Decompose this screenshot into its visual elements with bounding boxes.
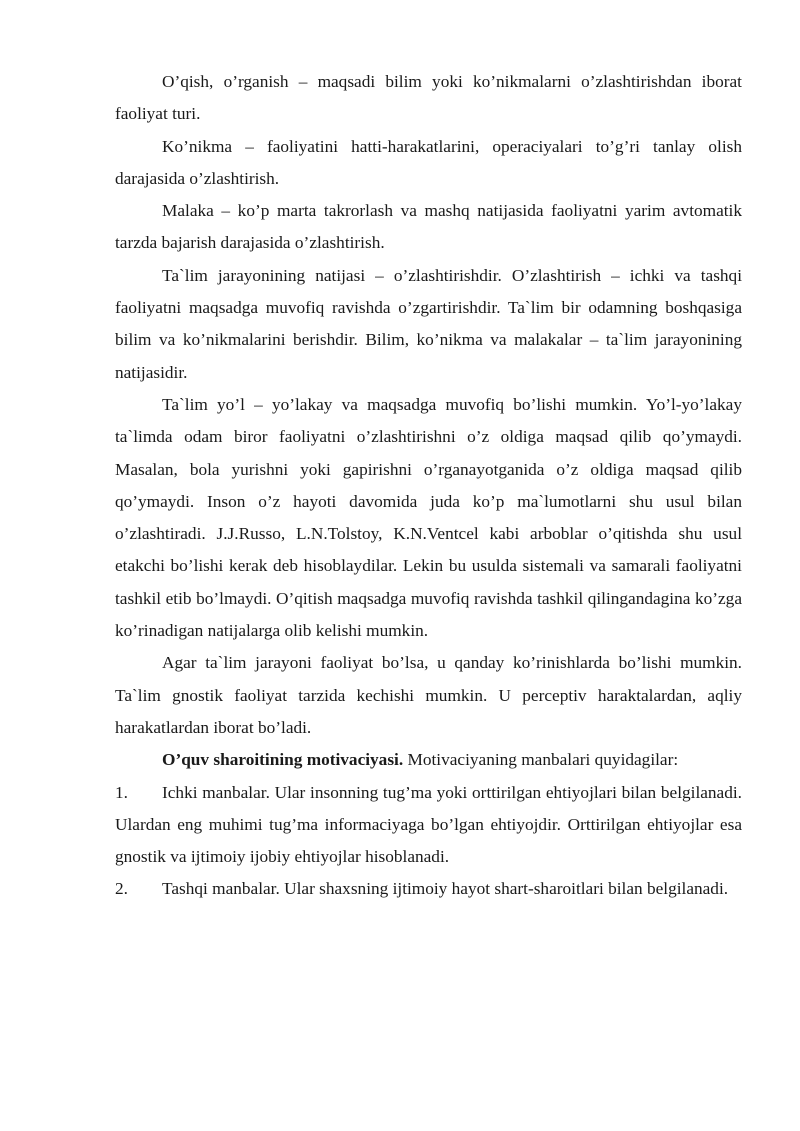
- motivation-intro: Motivaciyaning manbalari quyidagilar:: [403, 750, 679, 770]
- paragraph-oqish: O’qish, o’rganish – maqsadi bilim yoki ko’nikmalarni o’zlashtirishdan iborat faoliyat turi.: [115, 72, 742, 124]
- list-item: [115, 873, 742, 905]
- list-number: 2.: [115, 879, 128, 899]
- paragraph-talim-natijasi: Ta`lim jarayonining natijasi – o’zlashtirishdir. O’zlashtirish – ichki va tashqi faoliyatni maqsadga muvofiq ravishda o’zgartirishdir. Ta`lim bir odamning boshqasiga bilim va ko’nikmalarini berishdir. Bilim, ko’nikma va malakalar – ta`lim jarayonining natijasidir.: [115, 265, 742, 382]
- paragraph-talim-yollari: Ta`lim yo’l – yo’lakay va maqsadga muvofiq bo’lishi mumkin. Yo’l-yo’lakay ta`limda odam biror faoliyatni o’zlashtirishni o’z oldiga maqsad qilib qo’ymaydi. Masalan, bola yurishni yoki gapirishni o’rganayotganida o’z oldiga maqsad qilib qo’ymaydi. Inson o’z hayoti davomida juda ko’p ma`lumotlarni shu usul bilan o’zlashtiradi. J.J.Russo, L.N.Tolstoy, K.N.Ventcel kabi arboblar o’qitishda shu usul etakchi bo’lishi kerak deb hisoblaydilar. Lekin bu usulda sistemali va samarali faoliyatni tashkil etib bo’lmaydi. O’qitish maqsadga muvofiq ravishda tashkil qilingandagina ko’zga ko’rinadigan natijalarga olib kelishi mumkin.: [115, 394, 742, 641]
- paragraph-konikma: Ko’nikma – faoliyatini hatti-harakatlarini, operaciyalari to’g’ri tanlay olish darajasida o’zlashtirish.: [115, 136, 742, 188]
- list-number: 1.: [115, 782, 128, 802]
- list-item-text: Tashqi manbalar. Ular shaxsning ijtimoiy hayot shart-sharoitlari bilan belgilanadi.: [162, 879, 729, 899]
- paragraph-malaka: Malaka – ko’p marta takrorlash va mashq natijasida faoliyatni yarim avtomatik tarzda bajarish darajasida o’zlashtirish.: [115, 201, 742, 253]
- list-item-text: Ichki manbalar. Ular insonning tug’ma yoki orttirilgan ehtiyojlari bilan belgilanadi. Ulardan eng muhimi tug’ma informaciyaga bo’lgan ehtiyojdir. Orttirilgan ehtiyojlar esa gnostik va ijtimoiy ijobiy ehtiyojlar hisoblanadi.: [115, 782, 742, 867]
- motivation-paragraph: [115, 744, 742, 776]
- document-page: [115, 66, 742, 906]
- list-item: [115, 777, 742, 874]
- motivation-heading: O’quv sharoitining motivaciyasi.: [162, 750, 404, 770]
- paragraph-gnostik-faoliyat: Agar ta`lim jarayoni faoliyat bo’lsa, u qanday ko’rinishlarda bo’lishi mumkin. Ta`lim gnostik faoliyat tarzida kechishi mumkin. U perceptiv haraktalardan, aqliy harakatlardan iborat bo’ladi.: [115, 653, 742, 737]
